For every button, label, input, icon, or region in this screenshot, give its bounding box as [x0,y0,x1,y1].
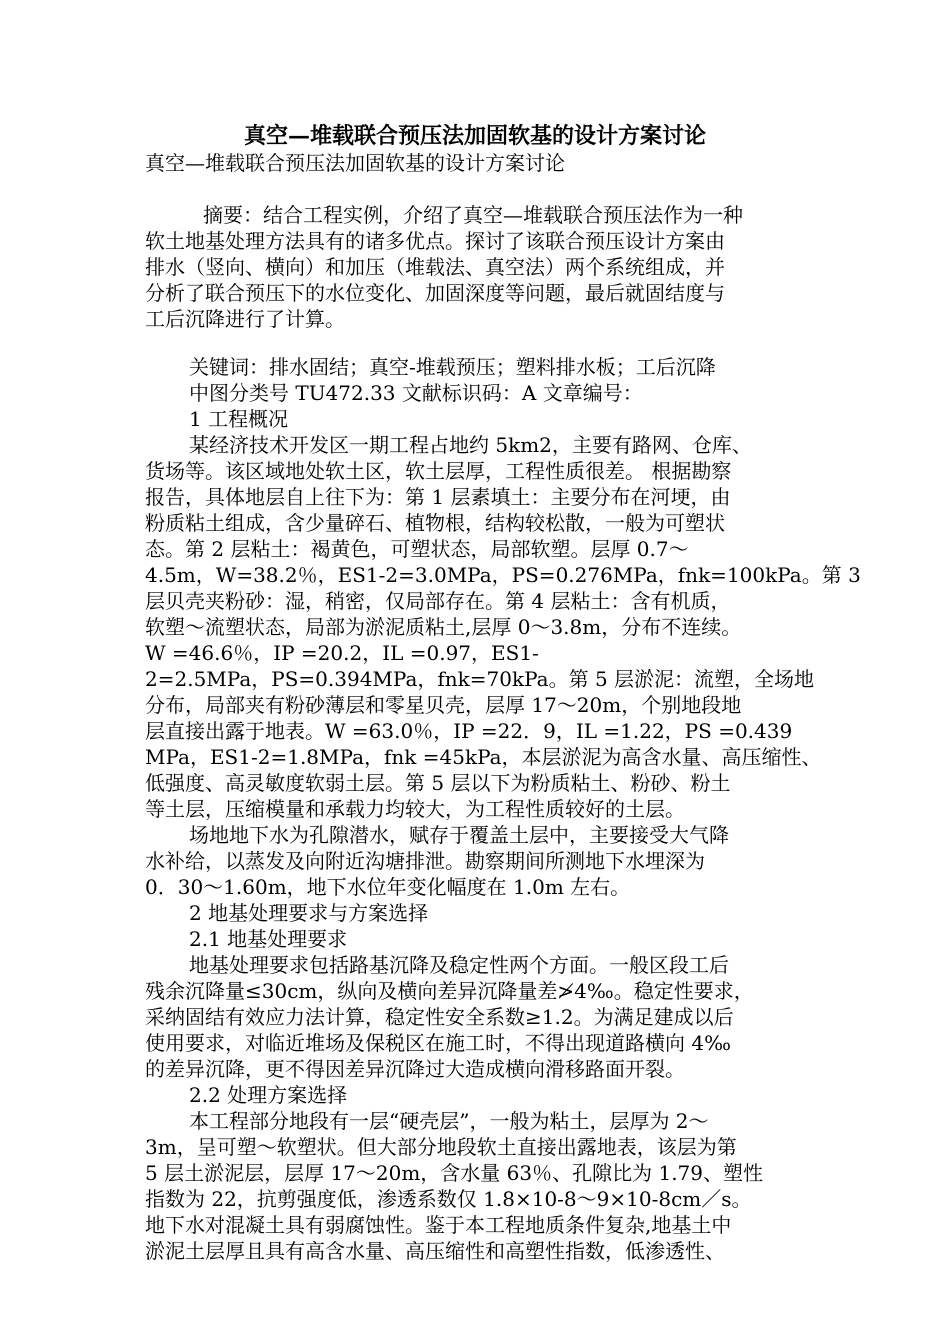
text-line: 层贝壳夹粉砂：湿，稍密，仅局部存在。第 4 层粘土：含有机质， [145,589,731,613]
text-line: 5 层土淤泥层，层厚 17～20m，含水量 63％、孔隙比为 1.79、塑性 [145,1161,763,1185]
text-line: 地基处理要求包括路基沉降及稳定性两个方面。一般区段工后 [189,953,729,977]
text-line: 工后沉降进行了计算。 [145,307,345,331]
text-line: 关键词：排水固结；真空-堆载预压；塑料排水板；工后沉降 [189,355,716,379]
text-line: 3m，呈可塑～软塑状。但大部分地段软土直接出露地表，该层为第 [145,1135,737,1159]
text-line: 2 地基处理要求与方案选择 [189,901,429,925]
text-line: 指数为 22，抗剪强度低，渗透系数仅 1.8×10-8～9×10-8cm／s。 [145,1187,752,1211]
text-line: 1 工程概况 [189,407,289,431]
text-line: 采纳固结有效应力法计算，稳定性安全系数≥1.2。为满足建成以后 [145,1005,734,1029]
spacer [145,176,810,202]
text-line: 报告，具体地层自上往下为：第 1 层素填土：主要分布在河埂，由 [145,485,731,509]
document-body [145,150,861,1264]
text-line: 中图分类号 TU472.33 文献标识码：A 文章编号： [189,381,643,405]
text-line: 2.2 处理方案选择 [189,1083,348,1107]
text-line: 地下水对混凝土具有弱腐蚀性。鉴于本工程地质条件复杂,地基土中 [145,1213,732,1237]
text-line: 排水（竖向、横向）和加压（堆载法、真空法）两个系统组成，并 [145,255,725,279]
text-line: MPa，ES1-2=1.8MPa，fnk =45kPa，本层淤泥为高含水量、高压缩性、 [145,745,822,769]
text-line: 等土层，压缩模量和承载力均较大，为工程性质较好的土层。 [145,797,685,821]
document-title: 真空—堆载联合预压法加固软基的设计方案讨论 [243,123,706,149]
document-subtitle: 真空—堆载联合预压法加固软基的设计方案讨论 [145,151,565,175]
text-line: 低强度、高灵敏度软弱土层。第 5 层以下为粉质粘土、粉砂、粉土 [145,771,731,795]
text-line: 场地地下水为孔隙潜水，赋存于覆盖土层中，主要接受大气降 [189,823,729,847]
text-line: 分布，局部夹有粉砂薄层和零星贝壳，层厚 17～20m，个别地段地 [145,693,742,717]
text-line: 0．30～1.60m，地下水位年变化幅度在 1.0m 左右。 [145,875,631,899]
text-line: 分析了联合预压下的水位变化、加固深度等问题，最后就固结度与 [145,281,725,305]
text-line: 4.5m，W=38.2％，ES1-2=3.0MPa，PS=0.276MPa，fnk=100kPa。第 3 [145,563,861,587]
text-line: 使用要求，对临近堆场及保税区在施工时，不得出现道路横向 4‰ [145,1031,731,1055]
paragraph-lines [145,202,861,1264]
spacer [145,332,810,354]
text-line: 层直接出露于地表。W =63.0％，IP =22．9，IL =1.22，PS =0.439 [145,719,793,743]
text-line: 态。第 2 层粘土：褐黄色，可塑状态，局部软塑。层厚 0.7～ [145,537,689,561]
text-line: 2=2.5MPa，PS=0.394MPa，fnk=70kPa。第 5 层淤泥：流塑，全场地 [145,667,815,691]
text-line: 淤泥土层厚且具有高含水量、高压缩性和高塑性指数，低渗透性、 [145,1239,725,1263]
text-line: 本工程部分地段有一层“硬壳层”，一般为粘土，层厚为 2～ [189,1109,709,1133]
text-line: 残余沉降量≤30cm，纵向及横向差异沉降量差≯4‰。稳定性要求， [145,979,754,1003]
text-line: 水补给，以蒸发及向附近沟塘排泄。勘察期间所测地下水埋深为 [145,849,705,873]
text-line: 粉质粘土组成，含少量碎石、植物根，结构较松散，一般为可塑状 [145,511,725,535]
text-line: 某经济技术开发区一期工程占地约 5km2，主要有路网、仓库、 [189,433,752,457]
text-line: W =46.6％，IP =20.2，IL =0.97，ES1- [145,641,539,665]
text-line: 摘要：结合工程实例，介绍了真空—堆载联合预压法作为一种 [203,203,743,227]
text-line: 的差异沉降，更不得因差异沉降过大造成横向滑移路面开裂。 [145,1057,685,1081]
text-line: 货场等。该区域地处软土区，软土层厚，工程性质很差。 根据勘察 [145,459,732,483]
text-line: 2.1 地基处理要求 [189,927,348,951]
text-line: 软土地基处理方法具有的诸多优点。探讨了该联合预压设计方案由 [145,229,725,253]
text-line: 软塑～流塑状态，局部为淤泥质粘土,层厚 0～3.8m，分布不连续。 [145,615,742,639]
